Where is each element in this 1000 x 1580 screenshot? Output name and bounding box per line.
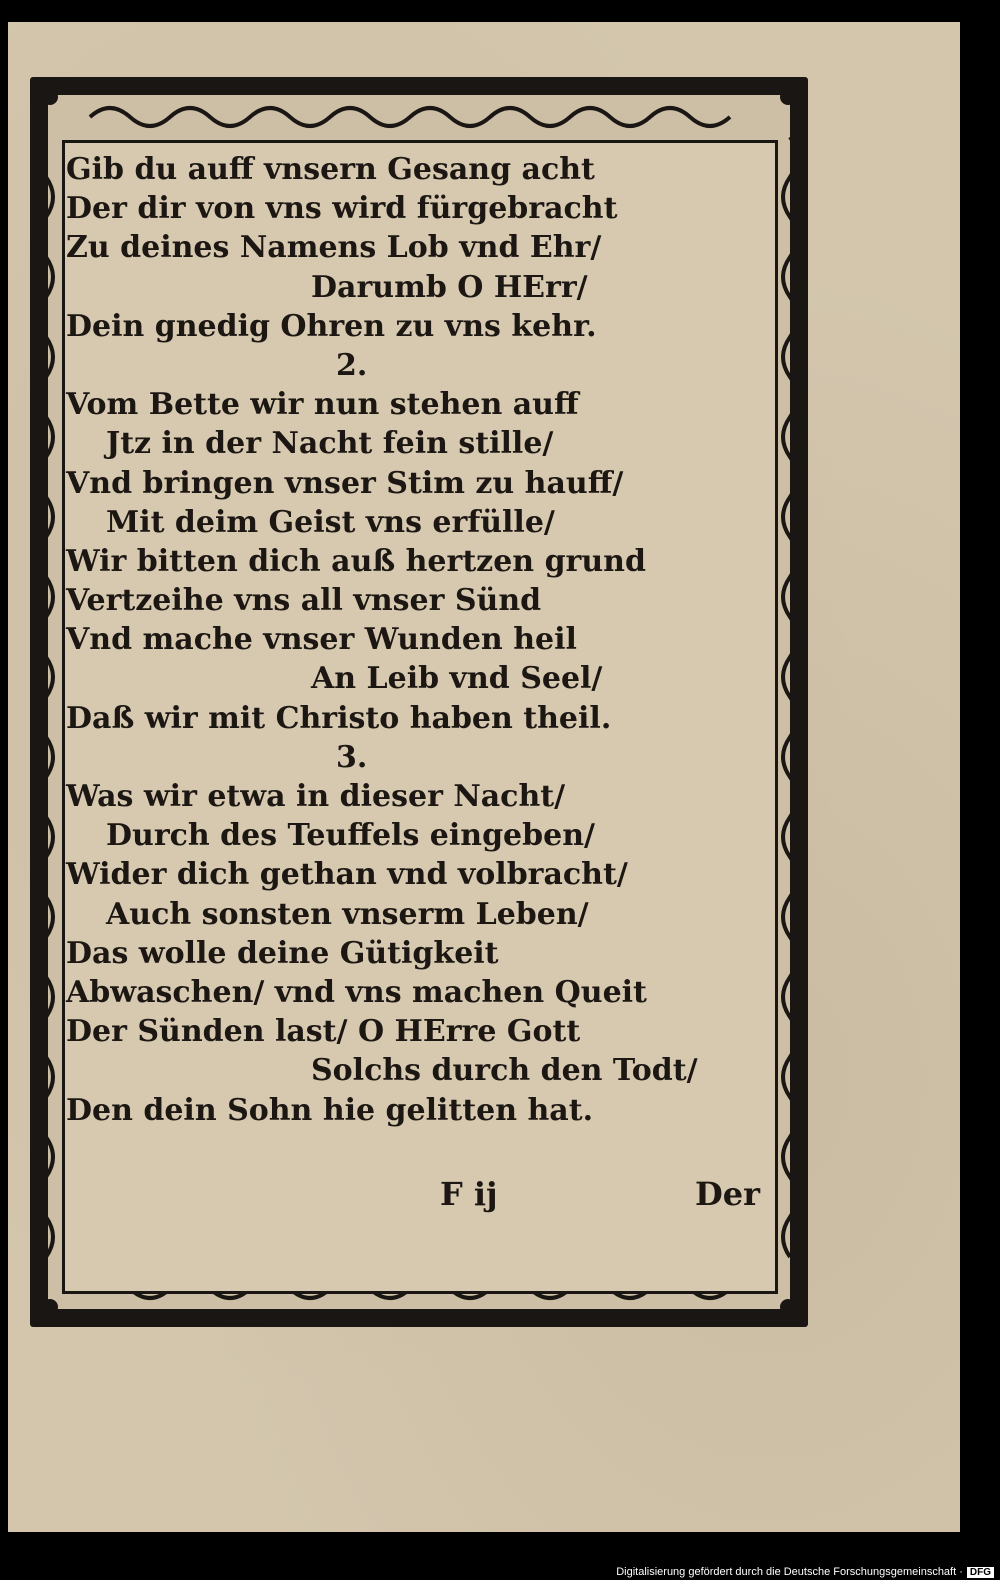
- poem-line: Abwaschen/ vnd vns machen Queit: [66, 974, 647, 1010]
- hymn-text: [66, 150, 766, 1130]
- poem-line: Vnd bringen vnser Stim zu hauff/: [66, 465, 624, 501]
- poem-line: Der Sünden last/ O HErre Gott: [66, 1014, 581, 1050]
- poem-line: Auch sonsten vnserm Leben/: [106, 896, 589, 932]
- poem-line: Daß wir mit Christo haben theil.: [66, 700, 612, 736]
- poem-line: Durch des Teuffels eingeben/: [106, 818, 595, 854]
- digitization-credit: [616, 1566, 994, 1578]
- stanza-number: 2.: [336, 347, 368, 383]
- poem-line: Was wir etwa in dieser Nacht/: [66, 779, 566, 814]
- poem-line: Darumb O HErr/: [311, 269, 588, 305]
- poem-line: Gib du auff vnsern Gesang acht: [66, 152, 595, 187]
- poem-line: Vom Bette wir nun stehen auff: [66, 387, 579, 423]
- signature-mark: F ij: [440, 1175, 498, 1213]
- poem-line: Den dein Sohn hie gelitten hat.: [66, 1092, 594, 1128]
- poem-line: Der dir von vns wird fürgebracht: [66, 191, 618, 227]
- poem-line: Solchs durch den Todt/: [311, 1053, 698, 1089]
- poem-line: An Leib vnd Seel/: [311, 661, 603, 697]
- poem-line: Vnd mache vnser Wunden heil: [66, 622, 577, 658]
- poem-line: Wider dich gethan vnd volbracht/: [66, 857, 628, 893]
- dfg-logo: DFG: [967, 1567, 994, 1578]
- poem-line: Jtz in der Nacht fein stille/: [106, 426, 554, 462]
- poem-line: Zu deines Namens Lob vnd Ehr/: [66, 230, 602, 266]
- poem-line: Mit deim Geist vns erfülle/: [106, 504, 555, 540]
- poem-line: Das wolle deine Gütigkeit: [66, 935, 499, 971]
- poem-line: Vertzeihe vns all vnser Sünd: [66, 583, 542, 619]
- catchword: Der: [695, 1175, 760, 1213]
- credit-text: Digitalisierung gefördert durch die Deutsche Forschungsgemeinschaft ·: [616, 1566, 963, 1578]
- poem-line: Dein gnedig Ohren zu vns kehr.: [66, 308, 597, 344]
- poem-line: Wir bitten dich auß hertzen grund: [66, 543, 646, 579]
- stanza-number: 3.: [336, 739, 368, 775]
